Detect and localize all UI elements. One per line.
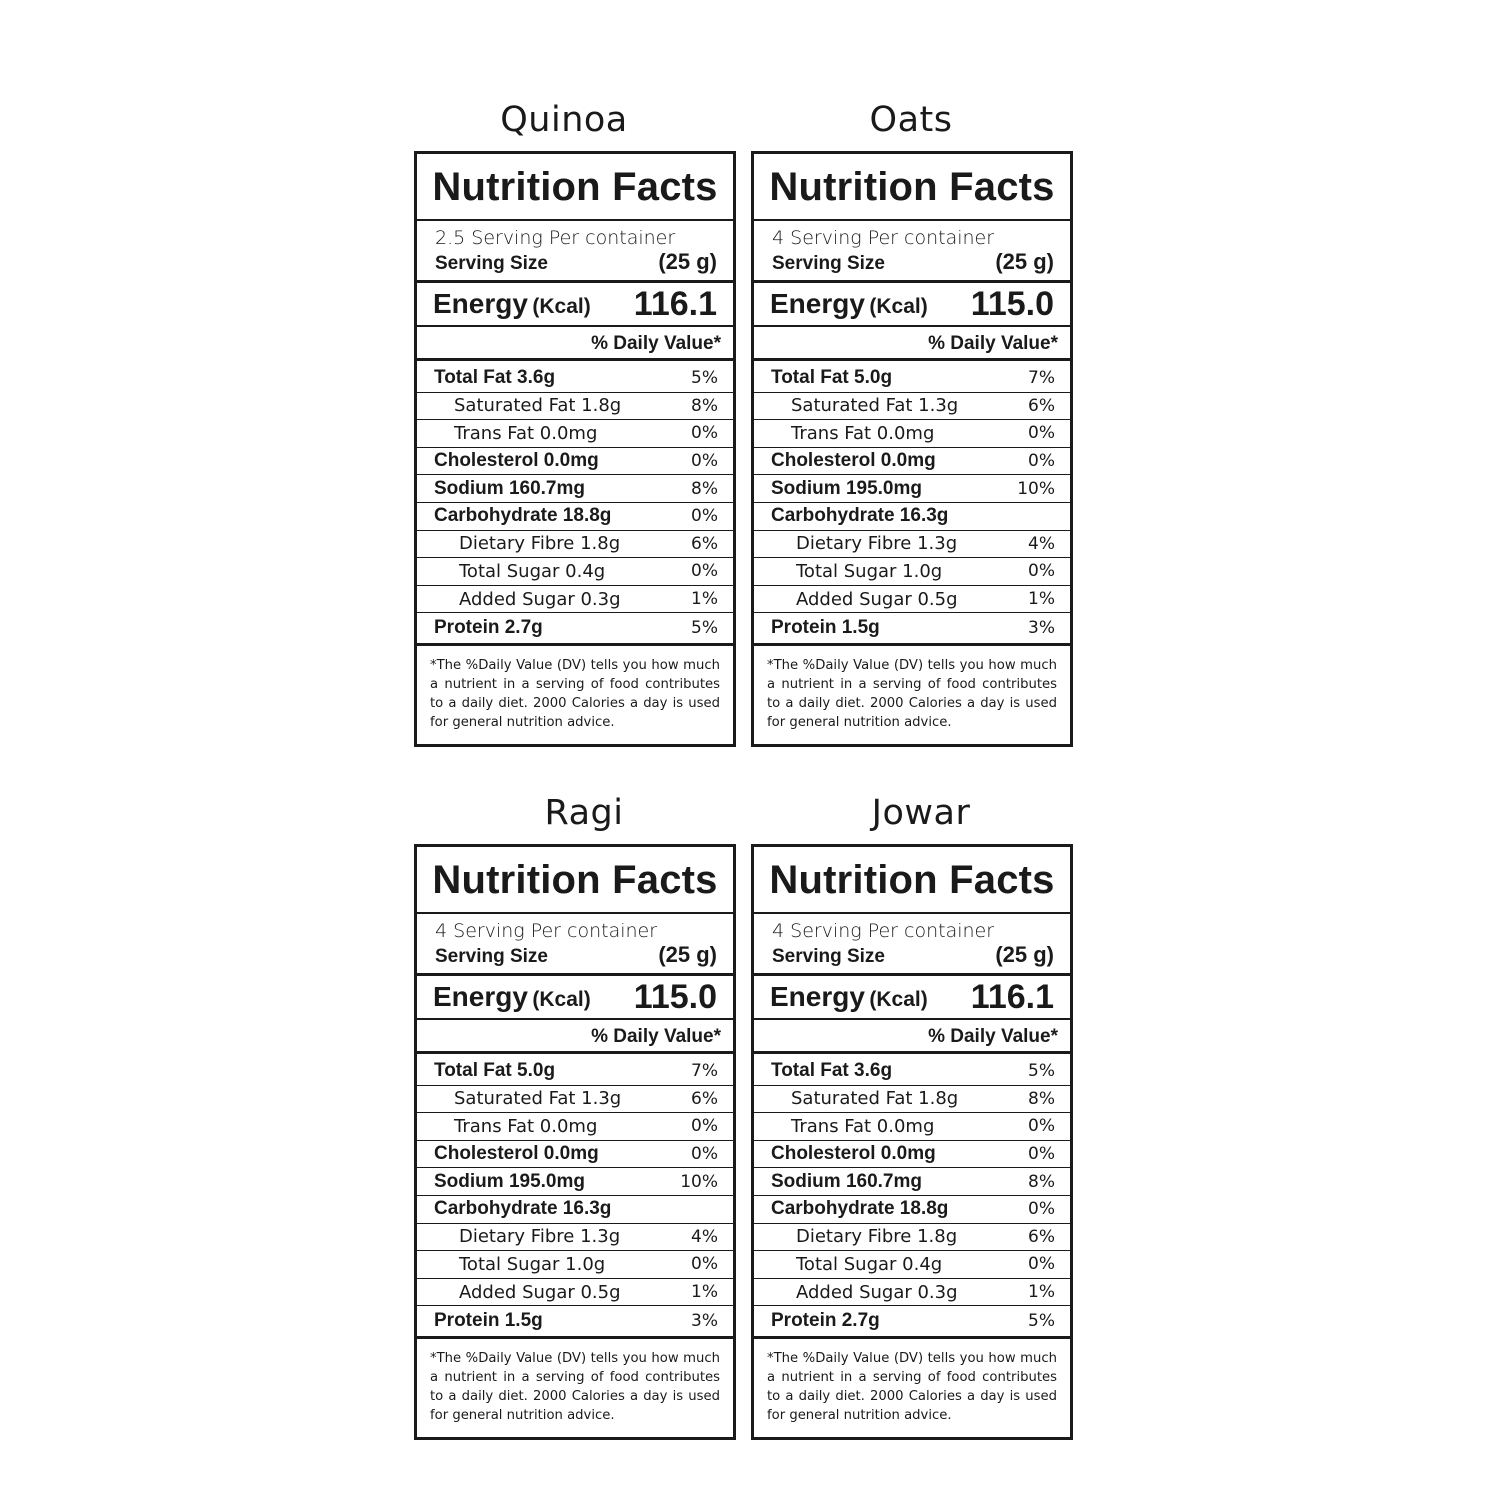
daily-value-header: % Daily Value* bbox=[417, 327, 733, 361]
nutrient-daily-value: 3% bbox=[1028, 618, 1055, 639]
serving-size-label: Serving Size bbox=[435, 946, 548, 967]
nutrient-daily-value: 8% bbox=[1028, 1088, 1055, 1109]
nutrient-row bbox=[754, 1224, 1070, 1252]
nutrient-name: Cholesterol 0.0mg bbox=[434, 1143, 599, 1165]
nutrient-name: Added Sugar 0.5g bbox=[459, 1281, 621, 1303]
nutrient-daily-value: 5% bbox=[1028, 1311, 1055, 1332]
nutrient-name: Trans Fat 0.0mg bbox=[454, 422, 598, 444]
energy-label: Energy bbox=[770, 981, 865, 1012]
nutrient-name: Dietary Fibre 1.3g bbox=[796, 533, 958, 555]
nutrient-daily-value: 6% bbox=[691, 1088, 718, 1109]
energy-label-group bbox=[433, 981, 591, 1013]
nutrient-name: Dietary Fibre 1.3g bbox=[459, 1226, 621, 1248]
energy-label: Energy bbox=[770, 288, 865, 319]
nutrient-name: Trans Fat 0.0mg bbox=[454, 1115, 598, 1137]
nutrient-name: Saturated Fat 1.3g bbox=[454, 1088, 622, 1110]
ragi-panel bbox=[414, 788, 734, 1440]
nutrient-daily-value: 1% bbox=[1028, 589, 1055, 610]
nutrient-name: Protein 1.5g bbox=[771, 617, 880, 639]
nutrient-row bbox=[417, 1306, 733, 1339]
nutrient-name: Added Sugar 0.3g bbox=[796, 1281, 958, 1303]
nutrient-name: Total Sugar 0.4g bbox=[459, 560, 606, 582]
nutrition-facts-title: Nutrition Facts bbox=[417, 154, 733, 221]
nutrient-row bbox=[754, 1168, 1070, 1196]
nutrient-name: Sodium 160.7mg bbox=[434, 477, 585, 499]
nutrient-row bbox=[417, 1141, 733, 1169]
nutrient-daily-value: 7% bbox=[691, 1061, 718, 1082]
nutrient-row bbox=[417, 531, 733, 559]
quinoa-panel bbox=[414, 95, 734, 747]
serving-size-value: (25 g) bbox=[658, 249, 717, 274]
serving-size-row bbox=[772, 249, 1054, 275]
nutrient-daily-value: 0% bbox=[691, 423, 718, 444]
nutrient-daily-value: 8% bbox=[1028, 1171, 1055, 1192]
daily-value-footnote: *The %Daily Value (DV) tells you how much a nutrient in a serving of food contributes to a daily diet. 2000 Calories a day is used for general nutrition advice. bbox=[767, 1351, 1057, 1424]
nutrient-daily-value: 0% bbox=[1028, 423, 1055, 444]
nutrient-name: Added Sugar 0.3g bbox=[459, 588, 621, 610]
nutrition-facts-title: Nutrition Facts bbox=[754, 847, 1070, 914]
nutrient-row bbox=[754, 1196, 1070, 1224]
energy-row bbox=[417, 283, 733, 327]
energy-label: Energy bbox=[433, 981, 528, 1012]
daily-value-header: % Daily Value* bbox=[417, 1020, 733, 1054]
nutrient-name: Saturated Fat 1.8g bbox=[791, 1088, 959, 1110]
nutrient-row bbox=[754, 1086, 1070, 1114]
servings-per-container: 2.5 Serving Per container bbox=[435, 227, 676, 249]
daily-value-header: % Daily Value* bbox=[754, 1020, 1070, 1054]
nutrient-row bbox=[754, 1279, 1070, 1307]
product-name: Quinoa bbox=[500, 100, 628, 140]
nutrient-row bbox=[417, 503, 733, 531]
nutrient-row bbox=[754, 365, 1070, 393]
serving-size-label: Serving Size bbox=[772, 946, 885, 967]
servings-per-container: 4 Serving Per container bbox=[435, 920, 658, 942]
nutrient-row bbox=[754, 558, 1070, 586]
nutrient-daily-value: 4% bbox=[691, 1226, 718, 1247]
nutrient-name: Cholesterol 0.0mg bbox=[771, 450, 936, 472]
nutrition-facts-title: Nutrition Facts bbox=[754, 154, 1070, 221]
nutrient-row bbox=[417, 1224, 733, 1252]
nutrient-name: Total Fat 3.6g bbox=[434, 367, 556, 389]
nutrient-row bbox=[417, 558, 733, 586]
nutrient-daily-value: 7% bbox=[1028, 368, 1055, 389]
energy-unit: (Kcal) bbox=[532, 295, 591, 318]
serving-size-value: (25 g) bbox=[995, 942, 1054, 967]
nutrient-list bbox=[754, 363, 1070, 646]
nutrient-name: Sodium 195.0mg bbox=[771, 477, 922, 499]
nutrient-daily-value: 10% bbox=[680, 1171, 718, 1192]
nutrient-name: Carbohydrate 16.3g bbox=[771, 505, 949, 527]
nutrient-row bbox=[417, 1251, 733, 1279]
serving-size-label: Serving Size bbox=[435, 253, 548, 274]
nutrient-name: Dietary Fibre 1.8g bbox=[796, 1226, 958, 1248]
oats-panel bbox=[751, 95, 1071, 747]
nutrient-name: Total Fat 5.0g bbox=[771, 367, 893, 389]
serving-size-value: (25 g) bbox=[658, 942, 717, 967]
nutrient-row bbox=[417, 1113, 733, 1141]
nutrient-row bbox=[754, 393, 1070, 421]
serving-size-row bbox=[772, 942, 1054, 968]
nutrient-row bbox=[417, 365, 733, 393]
nutrient-name: Cholesterol 0.0mg bbox=[434, 450, 599, 472]
nutrient-name: Carbohydrate 16.3g bbox=[434, 1198, 612, 1220]
serving-info bbox=[417, 914, 733, 976]
nutrient-row bbox=[417, 448, 733, 476]
energy-value: 115.0 bbox=[633, 977, 717, 1016]
energy-unit: (Kcal) bbox=[532, 988, 591, 1011]
nutrient-row bbox=[754, 1251, 1070, 1279]
serving-size-label: Serving Size bbox=[772, 253, 885, 274]
nutrient-name: Total Fat 5.0g bbox=[434, 1060, 556, 1082]
nutrient-row bbox=[754, 1141, 1070, 1169]
nutrient-name: Carbohydrate 18.8g bbox=[771, 1198, 949, 1220]
nutrient-name: Total Sugar 1.0g bbox=[459, 1253, 606, 1275]
nutrient-name: Total Sugar 1.0g bbox=[796, 560, 943, 582]
nutrient-row bbox=[417, 393, 733, 421]
nutrient-row bbox=[754, 1113, 1070, 1141]
nutrient-daily-value: 0% bbox=[1028, 1254, 1055, 1275]
nutrient-daily-value: 4% bbox=[1028, 533, 1055, 554]
nutrient-daily-value: 0% bbox=[1028, 561, 1055, 582]
product-name: Oats bbox=[869, 100, 953, 140]
jowar-panel bbox=[751, 788, 1071, 1440]
nutrient-daily-value: 8% bbox=[691, 395, 718, 416]
daily-value-footnote: *The %Daily Value (DV) tells you how much a nutrient in a serving of food contributes to a daily diet. 2000 Calories a day is used for general nutrition advice. bbox=[430, 658, 720, 731]
energy-row bbox=[754, 976, 1070, 1020]
nutrient-row bbox=[754, 1058, 1070, 1086]
nutrient-name: Added Sugar 0.5g bbox=[796, 588, 958, 610]
nutrient-row bbox=[417, 586, 733, 614]
nutrient-daily-value: 1% bbox=[691, 1282, 718, 1303]
nutrient-row bbox=[754, 586, 1070, 614]
nutrient-name: Total Sugar 0.4g bbox=[796, 1253, 943, 1275]
nutrient-daily-value: 0% bbox=[1028, 451, 1055, 472]
energy-label: Energy bbox=[433, 288, 528, 319]
energy-value: 116.1 bbox=[970, 977, 1054, 1016]
nutrient-row bbox=[417, 1086, 733, 1114]
serving-info bbox=[754, 914, 1070, 976]
nutrient-list bbox=[417, 363, 733, 646]
serving-info bbox=[754, 221, 1070, 283]
nutrient-daily-value: 0% bbox=[691, 1144, 718, 1165]
nutrient-name: Dietary Fibre 1.8g bbox=[459, 533, 621, 555]
nutrient-row bbox=[417, 1168, 733, 1196]
nutrient-row bbox=[417, 475, 733, 503]
nutrient-name: Trans Fat 0.0mg bbox=[791, 1115, 935, 1137]
nutrition-facts-label bbox=[751, 844, 1073, 1440]
energy-unit: (Kcal) bbox=[869, 295, 928, 318]
nutrient-daily-value: 1% bbox=[691, 589, 718, 610]
nutrient-daily-value: 0% bbox=[691, 506, 718, 527]
energy-value: 116.1 bbox=[633, 284, 717, 323]
nutrient-name: Sodium 160.7mg bbox=[771, 1170, 922, 1192]
nutrient-row bbox=[754, 531, 1070, 559]
nutrient-name: Protein 1.5g bbox=[434, 1310, 543, 1332]
nutrient-row bbox=[417, 1279, 733, 1307]
servings-per-container: 4 Serving Per container bbox=[772, 227, 995, 249]
nutrition-facts-label bbox=[751, 151, 1073, 747]
energy-label-group bbox=[770, 981, 928, 1013]
nutrient-daily-value: 6% bbox=[691, 533, 718, 554]
nutrient-daily-value: 5% bbox=[691, 618, 718, 639]
nutrient-row bbox=[417, 1196, 733, 1224]
nutrient-row bbox=[754, 1306, 1070, 1339]
nutrient-daily-value: 10% bbox=[1017, 478, 1055, 499]
nutrient-daily-value: 0% bbox=[1028, 1144, 1055, 1165]
nutrient-daily-value: 6% bbox=[1028, 1226, 1055, 1247]
daily-value-footnote: *The %Daily Value (DV) tells you how much a nutrient in a serving of food contributes to a daily diet. 2000 Calories a day is used for general nutrition advice. bbox=[430, 1351, 720, 1424]
nutrient-daily-value: 0% bbox=[691, 1116, 718, 1137]
nutrient-name: Carbohydrate 18.8g bbox=[434, 505, 612, 527]
daily-value-footnote: *The %Daily Value (DV) tells you how much a nutrient in a serving of food contributes to a daily diet. 2000 Calories a day is used for general nutrition advice. bbox=[767, 658, 1057, 731]
nutrient-name: Cholesterol 0.0mg bbox=[771, 1143, 936, 1165]
nutrient-name: Saturated Fat 1.8g bbox=[454, 395, 622, 417]
nutrient-daily-value: 6% bbox=[1028, 395, 1055, 416]
energy-row bbox=[417, 976, 733, 1020]
serving-size-row bbox=[435, 249, 717, 275]
nutrient-row bbox=[417, 1058, 733, 1086]
nutrient-name: Protein 2.7g bbox=[771, 1310, 880, 1332]
serving-size-row bbox=[435, 942, 717, 968]
nutrient-name: Saturated Fat 1.3g bbox=[791, 395, 959, 417]
nutrient-name: Protein 2.7g bbox=[434, 617, 543, 639]
nutrient-daily-value: 1% bbox=[1028, 1282, 1055, 1303]
nutrient-daily-value: 0% bbox=[691, 1254, 718, 1275]
nutrient-row bbox=[754, 420, 1070, 448]
nutrient-row bbox=[754, 448, 1070, 476]
nutrient-daily-value: 0% bbox=[691, 561, 718, 582]
nutrient-list bbox=[417, 1056, 733, 1339]
nutrient-name: Total Fat 3.6g bbox=[771, 1060, 893, 1082]
nutrition-facts-title: Nutrition Facts bbox=[417, 847, 733, 914]
nutrient-row bbox=[754, 503, 1070, 531]
product-name: Jowar bbox=[871, 793, 971, 833]
nutrient-row bbox=[754, 475, 1070, 503]
nutrient-row bbox=[417, 613, 733, 646]
serving-info bbox=[417, 221, 733, 283]
nutrient-daily-value: 0% bbox=[1028, 1199, 1055, 1220]
product-name: Ragi bbox=[544, 793, 624, 833]
nutrient-daily-value: 5% bbox=[1028, 1061, 1055, 1082]
energy-label-group bbox=[433, 288, 591, 320]
servings-per-container: 4 Serving Per container bbox=[772, 920, 995, 942]
energy-value: 115.0 bbox=[970, 284, 1054, 323]
nutrient-daily-value: 3% bbox=[691, 1311, 718, 1332]
nutrition-facts-label bbox=[414, 844, 736, 1440]
nutrient-list bbox=[754, 1056, 1070, 1339]
serving-size-value: (25 g) bbox=[995, 249, 1054, 274]
nutrient-row bbox=[417, 420, 733, 448]
nutrient-daily-value: 0% bbox=[691, 451, 718, 472]
nutrient-row bbox=[754, 613, 1070, 646]
nutrient-daily-value: 8% bbox=[691, 478, 718, 499]
energy-unit: (Kcal) bbox=[869, 988, 928, 1011]
energy-label-group bbox=[770, 288, 928, 320]
nutrient-name: Trans Fat 0.0mg bbox=[791, 422, 935, 444]
nutrient-daily-value: 0% bbox=[1028, 1116, 1055, 1137]
nutrition-facts-label bbox=[414, 151, 736, 747]
nutrient-name: Sodium 195.0mg bbox=[434, 1170, 585, 1192]
energy-row bbox=[754, 283, 1070, 327]
daily-value-header: % Daily Value* bbox=[754, 327, 1070, 361]
nutrient-daily-value: 5% bbox=[691, 368, 718, 389]
